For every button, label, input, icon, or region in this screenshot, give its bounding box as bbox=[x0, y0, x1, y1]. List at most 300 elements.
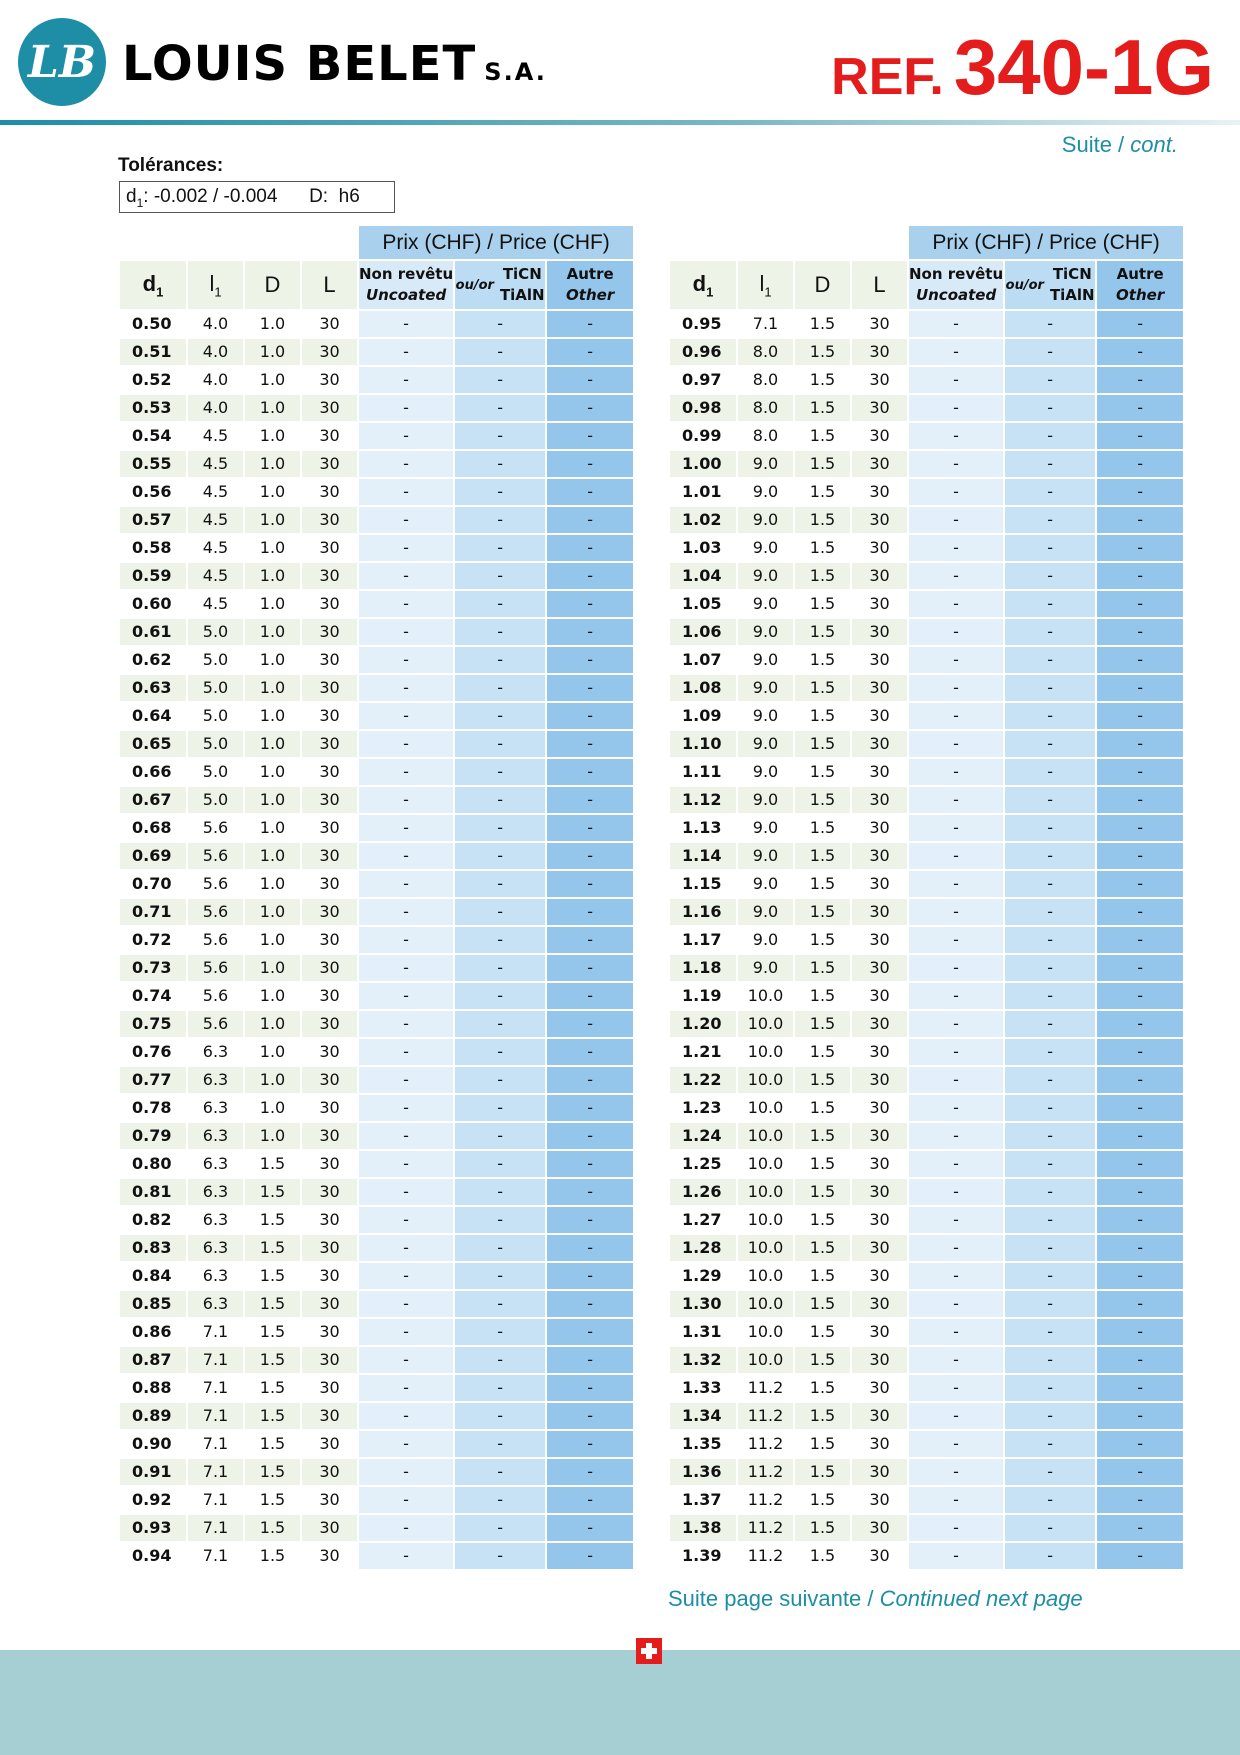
cell-price-ticn: - bbox=[455, 1095, 545, 1121]
col-D: D bbox=[795, 261, 850, 309]
col-d1: $d_1$ bbox=[670, 261, 736, 309]
cell-D: 1.5 bbox=[795, 1263, 850, 1289]
cell-price-uncoated: - bbox=[909, 1431, 1003, 1457]
cell-price-ticn: - bbox=[1005, 535, 1095, 561]
cell-l1: 4.5 bbox=[188, 563, 243, 589]
cell-price-uncoated: - bbox=[359, 1123, 453, 1149]
cell-D: 1.5 bbox=[795, 507, 850, 533]
cell-price-other: - bbox=[1097, 843, 1183, 869]
cell-price-other: - bbox=[547, 1543, 633, 1569]
cell-price-other: - bbox=[1097, 1235, 1183, 1261]
cell-d1: 0.62 bbox=[120, 647, 186, 673]
cell-d1: 0.92 bbox=[120, 1487, 186, 1513]
cell-price-ticn: - bbox=[1005, 1151, 1095, 1177]
cell-l1: 5.6 bbox=[188, 927, 243, 953]
table-row bbox=[670, 1347, 1183, 1373]
cell-l1: 11.2 bbox=[738, 1375, 793, 1401]
cell-D: 1.0 bbox=[245, 759, 300, 785]
cell-d1: 1.17 bbox=[670, 927, 736, 953]
table-row bbox=[120, 843, 633, 869]
cell-l1: 7.1 bbox=[738, 311, 793, 337]
cell-price-uncoated: - bbox=[359, 479, 453, 505]
cell-l1: 9.0 bbox=[738, 927, 793, 953]
cell-l1: 5.0 bbox=[188, 703, 243, 729]
table-row bbox=[120, 787, 633, 813]
cell-L: 30 bbox=[302, 1011, 357, 1037]
cell-price-uncoated: - bbox=[909, 759, 1003, 785]
table-row bbox=[670, 1403, 1183, 1429]
cell-price-ticn: - bbox=[1005, 1095, 1095, 1121]
cell-d1: 0.87 bbox=[120, 1347, 186, 1373]
cell-L: 30 bbox=[302, 1263, 357, 1289]
table-row bbox=[120, 1151, 633, 1177]
cell-D: 1.0 bbox=[245, 619, 300, 645]
cell-D: 1.5 bbox=[245, 1235, 300, 1261]
col-other: Autre Other bbox=[547, 261, 633, 309]
cell-d1: 0.89 bbox=[120, 1403, 186, 1429]
cell-price-uncoated: - bbox=[359, 1431, 453, 1457]
cell-price-other: - bbox=[1097, 1291, 1183, 1317]
cell-D: 1.5 bbox=[795, 479, 850, 505]
cell-price-uncoated: - bbox=[909, 1375, 1003, 1401]
cell-price-other: - bbox=[1097, 1207, 1183, 1233]
cell-price-uncoated: - bbox=[359, 1347, 453, 1373]
cell-d1: 0.63 bbox=[120, 675, 186, 701]
cell-l1: 9.0 bbox=[738, 647, 793, 673]
cell-price-ticn: - bbox=[1005, 1487, 1095, 1513]
cell-d1: 0.76 bbox=[120, 1039, 186, 1065]
cell-price-uncoated: - bbox=[359, 311, 453, 337]
cell-D: 1.5 bbox=[795, 451, 850, 477]
tolerances-label: Tolérances: bbox=[118, 155, 224, 176]
cell-L: 30 bbox=[852, 1515, 907, 1541]
cell-l1: 10.0 bbox=[738, 1291, 793, 1317]
cell-price-other: - bbox=[547, 1347, 633, 1373]
cell-D: 1.0 bbox=[245, 395, 300, 421]
cell-D: 1.5 bbox=[795, 1179, 850, 1205]
cell-L: 30 bbox=[852, 899, 907, 925]
cell-L: 30 bbox=[302, 843, 357, 869]
company-suffix: S.A. bbox=[484, 58, 547, 86]
cell-price-other: - bbox=[547, 1039, 633, 1065]
cell-price-other: - bbox=[547, 535, 633, 561]
cell-d1: 0.71 bbox=[120, 899, 186, 925]
cell-l1: 6.3 bbox=[188, 1235, 243, 1261]
logo-monogram: LB bbox=[27, 36, 97, 88]
cell-D: 1.5 bbox=[795, 955, 850, 981]
cell-price-uncoated: - bbox=[909, 507, 1003, 533]
table-row bbox=[120, 1487, 633, 1513]
cell-L: 30 bbox=[302, 899, 357, 925]
cell-l1: 8.0 bbox=[738, 339, 793, 365]
cell-price-other: - bbox=[547, 731, 633, 757]
table-row bbox=[670, 1235, 1183, 1261]
cell-D: 1.0 bbox=[245, 1123, 300, 1149]
cell-D: 1.5 bbox=[245, 1347, 300, 1373]
cell-price-ticn: - bbox=[455, 423, 545, 449]
cell-D: 1.5 bbox=[795, 647, 850, 673]
table-row bbox=[120, 1179, 633, 1205]
cell-l1: 5.6 bbox=[188, 899, 243, 925]
cell-L: 30 bbox=[852, 815, 907, 841]
cell-D: 1.0 bbox=[245, 955, 300, 981]
cell-l1: 9.0 bbox=[738, 591, 793, 617]
cell-l1: 6.3 bbox=[188, 1123, 243, 1149]
cell-l1: 10.0 bbox=[738, 1011, 793, 1037]
table-row bbox=[120, 703, 633, 729]
price-title: Prix (CHF) / Price (CHF) bbox=[359, 226, 633, 259]
cell-price-other: - bbox=[1097, 1487, 1183, 1513]
cell-d1: 1.14 bbox=[670, 843, 736, 869]
cell-D: 1.0 bbox=[245, 871, 300, 897]
cell-price-other: - bbox=[547, 1151, 633, 1177]
cell-d1: 1.33 bbox=[670, 1375, 736, 1401]
cell-D: 1.5 bbox=[795, 395, 850, 421]
cell-price-ticn: - bbox=[455, 395, 545, 421]
cell-price-other: - bbox=[547, 1375, 633, 1401]
table-row bbox=[670, 1459, 1183, 1485]
col-ticn: ou/orTiCN TiAlN bbox=[455, 261, 545, 309]
cell-l1: 10.0 bbox=[738, 1235, 793, 1261]
cell-price-other: - bbox=[547, 899, 633, 925]
continued-next-page bbox=[668, 1586, 1083, 1612]
cell-price-uncoated: - bbox=[909, 367, 1003, 393]
cell-price-other: - bbox=[547, 367, 633, 393]
cell-D: 1.0 bbox=[245, 927, 300, 953]
cell-price-other: - bbox=[1097, 1179, 1183, 1205]
cell-price-uncoated: - bbox=[359, 451, 453, 477]
cell-price-ticn: - bbox=[1005, 899, 1095, 925]
cell-d1: 1.16 bbox=[670, 899, 736, 925]
cell-d1: 0.77 bbox=[120, 1067, 186, 1093]
cell-price-uncoated: - bbox=[359, 1235, 453, 1261]
cell-l1: 5.6 bbox=[188, 1011, 243, 1037]
cell-l1: 11.2 bbox=[738, 1431, 793, 1457]
cell-price-uncoated: - bbox=[909, 1459, 1003, 1485]
table-row bbox=[120, 311, 633, 337]
continued-fr: Suite / bbox=[1061, 132, 1125, 157]
tol-values: : -0.002 / -0.004 D: h6 bbox=[143, 186, 360, 207]
cell-d1: 1.01 bbox=[670, 479, 736, 505]
cell-price-uncoated: - bbox=[909, 1067, 1003, 1093]
cell-l1: 11.2 bbox=[738, 1459, 793, 1485]
cell-price-ticn: - bbox=[455, 1123, 545, 1149]
cell-price-ticn: - bbox=[1005, 1375, 1095, 1401]
cell-price-uncoated: - bbox=[909, 1487, 1003, 1513]
cell-l1: 11.2 bbox=[738, 1403, 793, 1429]
cell-price-other: - bbox=[547, 759, 633, 785]
cell-price-ticn: - bbox=[455, 1543, 545, 1569]
cell-price-other: - bbox=[1097, 703, 1183, 729]
cell-D: 1.5 bbox=[795, 1543, 850, 1569]
cell-price-other: - bbox=[547, 591, 633, 617]
cell-price-other: - bbox=[1097, 871, 1183, 897]
cell-price-uncoated: - bbox=[909, 647, 1003, 673]
cell-d1: 1.00 bbox=[670, 451, 736, 477]
cell-l1: 7.1 bbox=[188, 1403, 243, 1429]
tol-d1: d bbox=[126, 186, 137, 207]
cell-D: 1.5 bbox=[245, 1179, 300, 1205]
cell-price-uncoated: - bbox=[909, 1543, 1003, 1569]
cell-d1: 0.53 bbox=[120, 395, 186, 421]
cell-l1: 4.0 bbox=[188, 367, 243, 393]
cell-D: 1.5 bbox=[245, 1319, 300, 1345]
cell-price-uncoated: - bbox=[359, 1459, 453, 1485]
cell-D: 1.0 bbox=[245, 899, 300, 925]
table-row bbox=[670, 647, 1183, 673]
cell-l1: 5.0 bbox=[188, 647, 243, 673]
price-table-left bbox=[118, 224, 635, 1571]
cell-L: 30 bbox=[302, 1095, 357, 1121]
col-uncoated: Non revêtu Uncoated bbox=[359, 261, 453, 309]
cell-l1: 6.3 bbox=[188, 1207, 243, 1233]
cell-L: 30 bbox=[302, 1039, 357, 1065]
cell-L: 30 bbox=[852, 311, 907, 337]
table-row bbox=[120, 367, 633, 393]
cell-L: 30 bbox=[852, 1151, 907, 1177]
cell-l1: 6.3 bbox=[188, 1151, 243, 1177]
cell-d1: 0.99 bbox=[670, 423, 736, 449]
cell-price-other: - bbox=[547, 395, 633, 421]
table-row bbox=[120, 619, 633, 645]
cell-l1: 4.5 bbox=[188, 423, 243, 449]
cell-price-uncoated: - bbox=[359, 983, 453, 1009]
cell-d1: 1.13 bbox=[670, 815, 736, 841]
cell-price-ticn: - bbox=[455, 451, 545, 477]
cell-d1: 1.27 bbox=[670, 1207, 736, 1233]
cell-price-ticn: - bbox=[455, 563, 545, 589]
cell-l1: 10.0 bbox=[738, 1039, 793, 1065]
cell-price-ticn: - bbox=[1005, 759, 1095, 785]
cell-l1: 4.0 bbox=[188, 311, 243, 337]
cell-price-ticn: - bbox=[1005, 1543, 1095, 1569]
cell-price-uncoated: - bbox=[359, 507, 453, 533]
table-row bbox=[120, 535, 633, 561]
cell-price-uncoated: - bbox=[359, 703, 453, 729]
cell-price-uncoated: - bbox=[359, 731, 453, 757]
blank-header bbox=[120, 226, 357, 259]
cell-l1: 6.3 bbox=[188, 1263, 243, 1289]
cell-D: 1.5 bbox=[795, 619, 850, 645]
cell-price-other: - bbox=[547, 311, 633, 337]
cell-price-other: - bbox=[1097, 1543, 1183, 1569]
cell-price-uncoated: - bbox=[359, 787, 453, 813]
cell-price-ticn: - bbox=[455, 507, 545, 533]
cell-d1: 0.70 bbox=[120, 871, 186, 897]
cell-L: 30 bbox=[852, 983, 907, 1009]
cell-price-uncoated: - bbox=[909, 1319, 1003, 1345]
cell-D: 1.5 bbox=[795, 1347, 850, 1373]
cell-price-ticn: - bbox=[1005, 451, 1095, 477]
table-left-wrap bbox=[118, 224, 635, 1571]
cell-price-ticn: - bbox=[1005, 479, 1095, 505]
cell-price-other: - bbox=[547, 1123, 633, 1149]
table-row bbox=[120, 647, 633, 673]
cell-L: 30 bbox=[302, 1487, 357, 1513]
cell-price-ticn: - bbox=[1005, 311, 1095, 337]
cell-L: 30 bbox=[852, 535, 907, 561]
cell-l1: 10.0 bbox=[738, 1263, 793, 1289]
cell-L: 30 bbox=[852, 703, 907, 729]
cell-price-other: - bbox=[547, 955, 633, 981]
table-row bbox=[120, 339, 633, 365]
table-row bbox=[120, 1095, 633, 1121]
cell-price-ticn: - bbox=[455, 1403, 545, 1429]
cell-D: 1.5 bbox=[795, 675, 850, 701]
cell-L: 30 bbox=[302, 1235, 357, 1261]
cell-price-ticn: - bbox=[1005, 1011, 1095, 1037]
cell-price-ticn: - bbox=[1005, 1291, 1095, 1317]
cell-price-uncoated: - bbox=[359, 619, 453, 645]
cell-D: 1.0 bbox=[245, 535, 300, 561]
table-row bbox=[120, 871, 633, 897]
table-row bbox=[120, 1011, 633, 1037]
cell-D: 1.5 bbox=[795, 535, 850, 561]
table-row bbox=[120, 731, 633, 757]
cell-d1: 0.52 bbox=[120, 367, 186, 393]
cell-L: 30 bbox=[302, 1515, 357, 1541]
cell-L: 30 bbox=[302, 1123, 357, 1149]
cell-price-uncoated: - bbox=[359, 1151, 453, 1177]
cell-price-ticn: - bbox=[455, 1431, 545, 1457]
cell-price-uncoated: - bbox=[909, 451, 1003, 477]
cell-price-uncoated: - bbox=[359, 955, 453, 981]
cell-price-other: - bbox=[1097, 395, 1183, 421]
cell-price-ticn: - bbox=[455, 1291, 545, 1317]
cell-D: 1.5 bbox=[795, 1291, 850, 1317]
company-name-text: LOUIS BELET bbox=[122, 36, 477, 92]
cell-L: 30 bbox=[852, 731, 907, 757]
cell-d1: 0.82 bbox=[120, 1207, 186, 1233]
cell-d1: 1.04 bbox=[670, 563, 736, 589]
table-row bbox=[670, 1319, 1183, 1345]
cell-l1: 4.5 bbox=[188, 479, 243, 505]
cell-price-other: - bbox=[1097, 1011, 1183, 1037]
cell-price-ticn: - bbox=[455, 927, 545, 953]
cell-L: 30 bbox=[852, 843, 907, 869]
cell-L: 30 bbox=[852, 1459, 907, 1485]
cell-d1: 0.51 bbox=[120, 339, 186, 365]
cell-d1: 0.94 bbox=[120, 1543, 186, 1569]
cell-price-uncoated: - bbox=[909, 871, 1003, 897]
table-row bbox=[120, 1039, 633, 1065]
cell-price-ticn: - bbox=[1005, 1319, 1095, 1345]
cell-d1: 0.79 bbox=[120, 1123, 186, 1149]
table-row bbox=[670, 367, 1183, 393]
cell-price-other: - bbox=[1097, 1263, 1183, 1289]
cell-l1: 9.0 bbox=[738, 759, 793, 785]
cell-D: 1.5 bbox=[795, 871, 850, 897]
cell-D: 1.0 bbox=[245, 1011, 300, 1037]
table-row bbox=[670, 1039, 1183, 1065]
cell-L: 30 bbox=[302, 311, 357, 337]
cell-d1: 0.97 bbox=[670, 367, 736, 393]
table-row bbox=[670, 871, 1183, 897]
cell-price-uncoated: - bbox=[359, 423, 453, 449]
cell-price-ticn: - bbox=[455, 1515, 545, 1541]
table-row bbox=[670, 1487, 1183, 1513]
cell-D: 1.0 bbox=[245, 563, 300, 589]
cell-L: 30 bbox=[852, 1487, 907, 1513]
cell-L: 30 bbox=[852, 1263, 907, 1289]
table-row bbox=[120, 1263, 633, 1289]
cell-L: 30 bbox=[302, 815, 357, 841]
cell-D: 1.5 bbox=[795, 1067, 850, 1093]
cell-l1: 10.0 bbox=[738, 1179, 793, 1205]
cell-L: 30 bbox=[302, 1067, 357, 1093]
cell-price-uncoated: - bbox=[359, 1011, 453, 1037]
cell-l1: 9.0 bbox=[738, 731, 793, 757]
cell-d1: 1.21 bbox=[670, 1039, 736, 1065]
cell-price-ticn: - bbox=[455, 1039, 545, 1065]
table-row bbox=[120, 955, 633, 981]
cell-L: 30 bbox=[852, 1235, 907, 1261]
continued-next-en: Continued next page bbox=[879, 1586, 1083, 1611]
cell-d1: 1.09 bbox=[670, 703, 736, 729]
cell-l1: 9.0 bbox=[738, 787, 793, 813]
cell-l1: 4.0 bbox=[188, 395, 243, 421]
cell-L: 30 bbox=[852, 1319, 907, 1345]
cell-l1: 8.0 bbox=[738, 423, 793, 449]
cell-L: 30 bbox=[852, 339, 907, 365]
cell-D: 1.5 bbox=[795, 1235, 850, 1261]
table-row bbox=[670, 507, 1183, 533]
cell-l1: 7.1 bbox=[188, 1487, 243, 1513]
cell-price-other: - bbox=[1097, 535, 1183, 561]
cell-price-other: - bbox=[1097, 1095, 1183, 1121]
cell-d1: 0.73 bbox=[120, 955, 186, 981]
cell-L: 30 bbox=[302, 591, 357, 617]
cell-L: 30 bbox=[302, 535, 357, 561]
cell-price-uncoated: - bbox=[359, 759, 453, 785]
cell-price-uncoated: - bbox=[909, 1263, 1003, 1289]
cell-price-ticn: - bbox=[1005, 507, 1095, 533]
table-row bbox=[120, 927, 633, 953]
cell-d1: 0.58 bbox=[120, 535, 186, 561]
cell-L: 30 bbox=[852, 563, 907, 589]
cell-price-other: - bbox=[547, 1179, 633, 1205]
cell-price-other: - bbox=[1097, 1515, 1183, 1541]
header-rule bbox=[0, 120, 1240, 125]
cell-price-uncoated: - bbox=[359, 1095, 453, 1121]
col-l1: $l_1$ bbox=[738, 261, 793, 309]
table-row bbox=[120, 1235, 633, 1261]
cell-l1: 9.0 bbox=[738, 871, 793, 897]
cell-L: 30 bbox=[302, 983, 357, 1009]
price-title: Prix (CHF) / Price (CHF) bbox=[909, 226, 1183, 259]
cell-d1: 0.90 bbox=[120, 1431, 186, 1457]
cell-l1: 5.0 bbox=[188, 759, 243, 785]
cell-price-other: - bbox=[547, 1319, 633, 1345]
cell-D: 1.5 bbox=[795, 367, 850, 393]
table-row bbox=[120, 1291, 633, 1317]
table-row bbox=[670, 675, 1183, 701]
cell-price-uncoated: - bbox=[359, 1291, 453, 1317]
cell-D: 1.0 bbox=[245, 983, 300, 1009]
cell-L: 30 bbox=[302, 423, 357, 449]
company-logo bbox=[18, 18, 106, 106]
cell-l1: 8.0 bbox=[738, 395, 793, 421]
cell-l1: 6.3 bbox=[188, 1067, 243, 1093]
cell-D: 1.0 bbox=[245, 311, 300, 337]
cell-price-uncoated: - bbox=[909, 1011, 1003, 1037]
col-other: Autre Other bbox=[1097, 261, 1183, 309]
table-row bbox=[120, 759, 633, 785]
cell-L: 30 bbox=[302, 871, 357, 897]
cell-price-other: - bbox=[1097, 647, 1183, 673]
cell-L: 30 bbox=[302, 1431, 357, 1457]
cell-L: 30 bbox=[302, 1403, 357, 1429]
